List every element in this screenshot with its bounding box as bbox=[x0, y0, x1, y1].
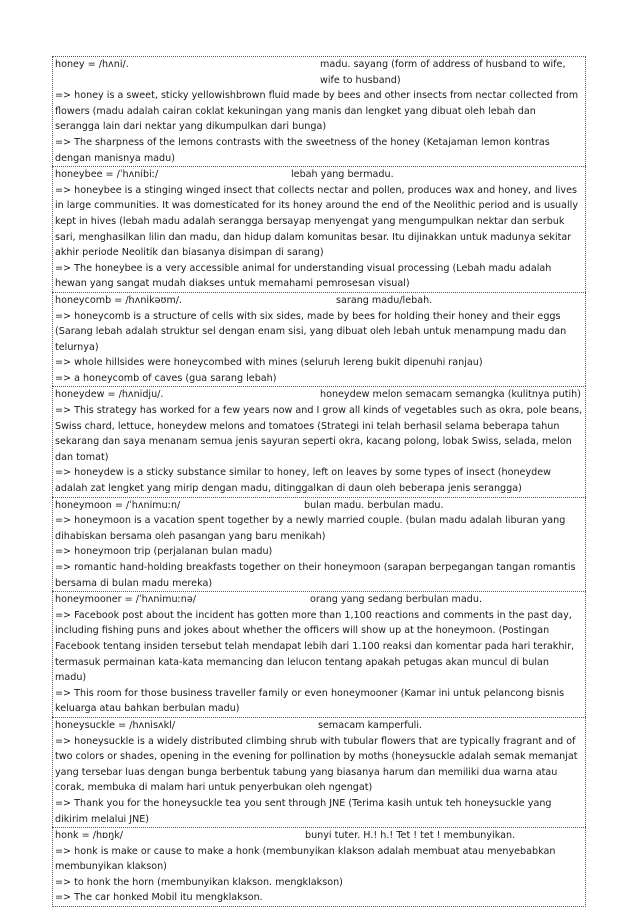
example-sentence: => honeymoon is a vacation spent together by a newly married couple. (bulan madu adalah liburan yang dihabiskan bersama oleh pasangan yang baru menikah) bbox=[55, 515, 566, 542]
entry-headword bbox=[55, 828, 583, 844]
example-sentence: => This room for those business traveller family or even honeymooner (Kamar ini untuk pelancong bisnis keluarga atau bahkan berbulan madu) bbox=[55, 687, 565, 715]
headword-translation: madu. sayang (form of address of husband to wife, wife to husband) bbox=[320, 59, 566, 86]
example-sentence: => honeysuckle is a widely distributed climbing shrub with tubular flowers that are typically fragrant and of two colors or shades, opening in the evening for pollination by moths (honeysuckle adalah semak memanjat yang tersebar luas dengan bunga berbentuk tabung yang biasanya harum dan memiliki dua warna atau corak, membuka di malam hari untuk penyerbukan oleh ngengat) bbox=[55, 735, 578, 794]
example-sentence: => Thank you for the honeysuckle tea you sent through JNE (Terima kasih untuk teh honeysuckle yang dikirim melalui JNE) bbox=[55, 797, 552, 825]
headword-translation: bunyi tuter. H.! h.! Tet ! tet ! membunyikan. bbox=[305, 830, 516, 842]
headword-translation: sarang madu/lebah. bbox=[336, 294, 433, 306]
example-sentence: => The car honked Mobil itu mengklakson. bbox=[55, 892, 263, 904]
example-sentence: => Facebook post about the incident has gotten more than 1,100 reactions and comments in the past day, including fishing puns and jokes about whether the officers will show up at the honeymoon. (Postingan Facebook tentang insiden tersebut telah mendapat lebih dari 1.100 reaksi dan komentar pada hari terakhir, termasuk permainan kata-kata memancing dan lelucon tentang apakah petugas akan muncul di bulan madu) bbox=[55, 609, 575, 684]
entry-headword bbox=[55, 592, 583, 608]
headword-pronunciation: honk = /hɒŋk/ bbox=[55, 830, 123, 842]
headword-pronunciation: honeydew = /hʌnidju/. bbox=[55, 389, 164, 401]
example-sentence: => honeymoon trip (perjalanan bulan madu) bbox=[55, 546, 273, 558]
dictionary-entry-honeycomb bbox=[52, 292, 586, 387]
headword-pronunciation: honeysuckle = /hʌnisʌkl/ bbox=[55, 719, 176, 731]
dictionary-entry-honey bbox=[52, 56, 586, 166]
headword-pronunciation: honeybee = /ˈhʌnibiː/ bbox=[55, 169, 159, 181]
headword-translation: semacam kamperfuli. bbox=[318, 719, 423, 731]
entry-headword bbox=[55, 498, 583, 514]
entry-headword bbox=[55, 718, 583, 734]
example-sentence: => The honeybee is a very accessible animal for understanding visual processing (Lebah madu adalah hewan yang sangat mudah diakses untuk memahami pemrosesan visual) bbox=[55, 262, 552, 290]
headword-translation: honeydew melon semacam semangka (kulitnya putih) bbox=[320, 389, 581, 401]
example-sentence: => honk is make or cause to make a honk (membunyikan klakson adalah membuat atau menyebabkan membunyikan klakson) bbox=[55, 845, 556, 873]
headword-pronunciation: honeymoon = /ˈhʌnimuːn/ bbox=[55, 499, 181, 511]
headword-translation: bulan madu. berbulan madu. bbox=[304, 499, 444, 511]
dictionary-entry-honeydew bbox=[52, 386, 586, 496]
example-sentence: => honeybee is a stinging winged insect that collects nectar and pollen, produces wax and honey, and lives in large communities. It was domesticated for its honey around the end of the Neolithic period and is usually kept in hives (lebah madu adalah serangga bersayap menyengat yang mengumpulkan nektar dan serbuk sari, menghasilkan lilin dan madu, dan hidup dalam komunitas besar. Itu dijinakkan untuk madunya sekitar akhir periode Neolitik dan biasanya disimpan di sarang) bbox=[55, 184, 578, 259]
example-sentence: => honeydew is a sticky substance similar to honey, left on leaves by some types of insect (honeydew adalah zat lengket yang mirip dengan madu, ditinggalkan di daun oleh beberapa jenis serangga) bbox=[55, 467, 551, 495]
example-sentence: => The sharpness of the lemons contrasts with the sweetness of the honey (Ketajaman lemon kontras dengan manisnya madu) bbox=[55, 136, 550, 164]
dictionary-document bbox=[52, 56, 586, 907]
entry-headword bbox=[55, 57, 583, 86]
headword-translation: lebah yang bermadu. bbox=[291, 169, 394, 181]
headword-translation: orang yang sedang berbulan madu. bbox=[310, 594, 483, 606]
dictionary-entry-honeymoon bbox=[52, 497, 586, 592]
example-sentence: => whole hillsides were honeycombed with mines (seluruh lereng bukit dipenuhi ranjau) bbox=[55, 357, 483, 369]
headword-pronunciation: honey = /hʌni/. bbox=[55, 59, 129, 70]
headword-pronunciation: honeycomb = /hʌnikəʊm/. bbox=[55, 294, 183, 306]
entry-headword bbox=[55, 387, 583, 403]
example-sentence: => This strategy has worked for a few years now and I grow all kinds of vegetables such as okra, pole beans, Swiss chard, lettuce, honeydew melons and tomatoes (Strategi ini telah berhasil selama beberapa tahun sekarang dan saya menanam semua jenis sayuran seperti okra, kacang polong, lobak Swiss, selada, melon dan tomat) bbox=[55, 405, 583, 463]
dictionary-entry-honeymooner bbox=[52, 591, 586, 717]
example-sentence: => a honeycomb of caves (gua sarang lebah) bbox=[55, 372, 277, 384]
dictionary-entry-honeybee bbox=[52, 166, 586, 292]
headword-pronunciation: honeymooner = /ˈhʌnimuːnə/ bbox=[55, 594, 197, 606]
example-sentence: => honeycomb is a structure of cells with six sides, made by bees for holding their honey and their eggs (Sarang lebah adalah struktur sel dengan enam sisi, yang dibuat oleh lebah untuk menampung madu dan telurnya) bbox=[55, 310, 567, 353]
dictionary-entry-honeysuckle bbox=[52, 717, 586, 827]
example-sentence: => honey is a sweet, sticky yellowishbrown fluid made by bees and other insects from nectar collected from flowers (madu adalah cairan coklat kekuningan yang manis dan lengket yang dibuat oleh lebah dan serangga lain dari nektar yang dikumpulkan dari bunga) bbox=[55, 90, 579, 133]
entry-headword bbox=[55, 293, 583, 309]
example-sentence: => romantic hand-holding breakfasts together on their honeymoon (sarapan berpegangan tangan romantis bersama di bulan madu mereka) bbox=[55, 562, 576, 589]
entry-headword bbox=[55, 167, 583, 183]
dictionary-entry-honk bbox=[52, 827, 586, 907]
example-sentence: => to honk the horn (membunyikan klakson. mengklakson) bbox=[55, 876, 343, 888]
